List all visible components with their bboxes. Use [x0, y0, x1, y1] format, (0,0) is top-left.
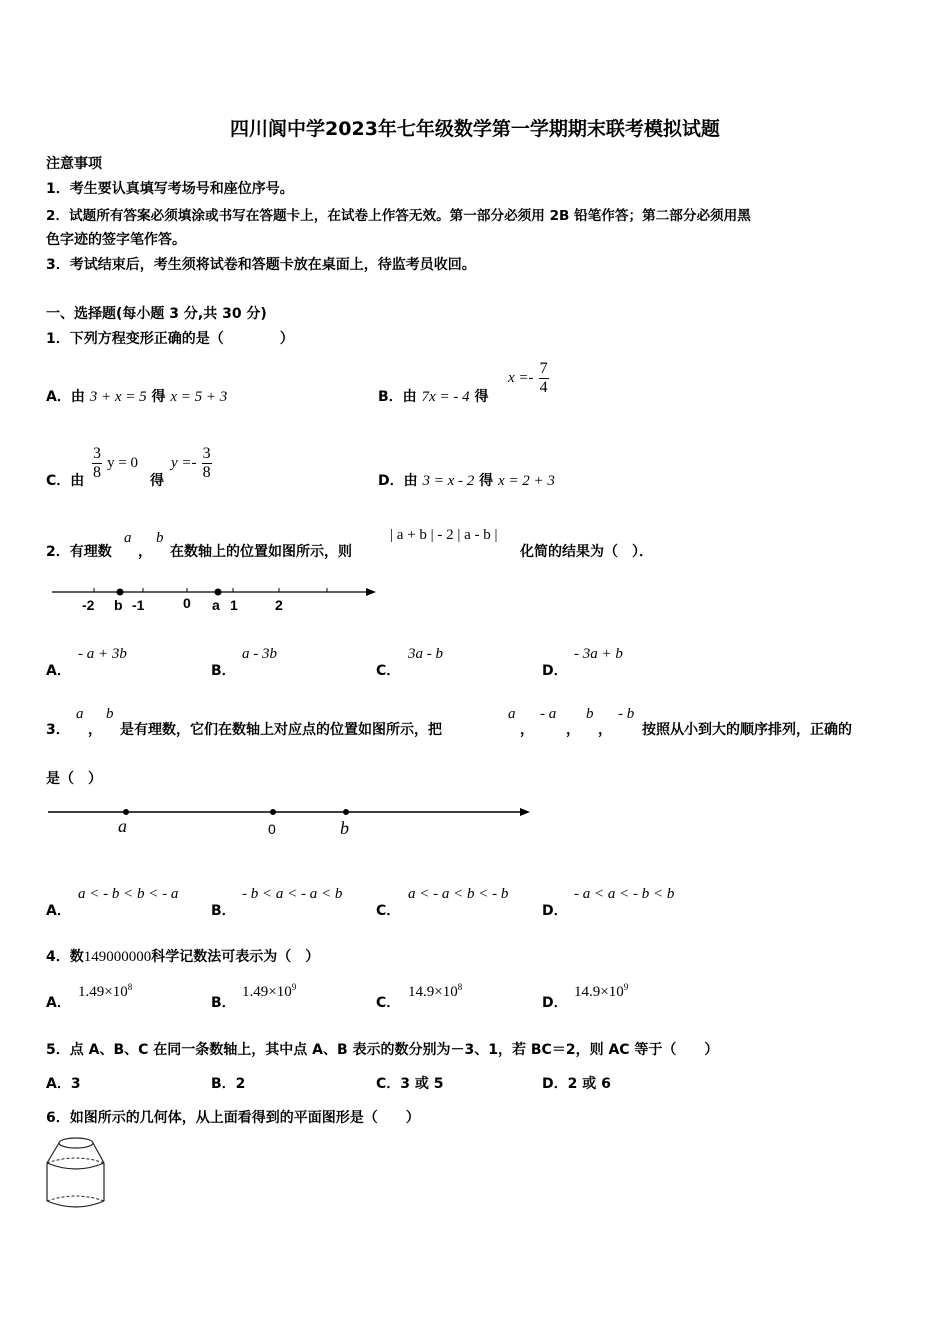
math-expression: 3 + x = 5 — [89, 389, 147, 405]
comma: ， — [598, 722, 612, 738]
question-1-stem: 1．下列方程变形正确的是（ ） — [46, 331, 294, 347]
point-label: a — [118, 816, 127, 836]
question-6-stem: 6．如图所示的几何体，从上面看得到的平面图形是（ ） — [46, 1110, 420, 1126]
middle-curve-back — [47, 1158, 104, 1163]
q1-option-a — [46, 386, 227, 406]
option-label: D．由 — [378, 473, 418, 489]
math-expression — [242, 982, 296, 1001]
option-label: C． — [376, 995, 401, 1011]
point-a — [215, 589, 222, 596]
tick-label: 1 — [230, 597, 238, 613]
option-label: A．由 — [46, 389, 85, 405]
q1-b-result — [508, 360, 549, 397]
tick-label: 0 — [183, 595, 191, 611]
option-label: B． — [211, 903, 236, 919]
exponent: 9 — [623, 982, 629, 992]
q1-option-b — [378, 386, 488, 406]
question-2-stem: 化简的结果为（ ）． — [520, 544, 653, 560]
question-3-stem: 是有理数，它们在数轴上对应点的位置如图所示，把 — [120, 722, 442, 738]
denominator: 4 — [539, 379, 548, 396]
point-a — [123, 809, 129, 815]
option-label: A． — [46, 995, 71, 1011]
option-text: 得 — [151, 389, 166, 405]
tick-label: -2 — [82, 597, 95, 613]
option-label: C． — [376, 663, 401, 679]
numerator: 7 — [539, 360, 548, 377]
var-a: a — [76, 706, 84, 722]
exponent: 8 — [127, 982, 133, 992]
math-expression: 3a - b — [408, 646, 443, 662]
point-b — [117, 589, 124, 596]
tick-label: -1 — [132, 597, 145, 613]
option-text: 得 — [479, 473, 494, 489]
math-expression: a - 3b — [242, 646, 277, 662]
notice-item: 色字迹的签字笔作答。 — [46, 232, 186, 248]
point-zero — [270, 809, 276, 815]
page-title: 四川阆中学2023年七年级数学第一学期期末联考模拟试题 — [230, 118, 720, 140]
tick-label: a — [212, 597, 220, 613]
math-expression — [78, 982, 132, 1001]
q1-option-d — [378, 470, 555, 490]
point-b — [343, 809, 349, 815]
question-5-stem: 5．点 A、B、C 在同一条数轴上，其中点 A、B 表示的数分别为－3、1，若 BC＝2，则 AC 等于（ ） — [46, 1042, 719, 1058]
q1-c-result — [171, 445, 212, 482]
arrow-head — [520, 808, 530, 816]
notice-item: 2．试题所有答案必须填涂或书写在答题卡上，在试卷上作答无效。第一部分必须用 2B 铅笔作答；第二部分必须用黑 — [46, 208, 751, 224]
comma: ， — [138, 544, 152, 560]
option-text: 得 — [150, 473, 164, 489]
comma: ， — [520, 722, 534, 738]
math-expression: x = 2 + 3 — [498, 473, 555, 489]
math-expression: - a — [540, 706, 557, 722]
math-expression: 7x = - 4 — [421, 389, 470, 405]
math-expression: x =- — [508, 370, 534, 386]
math-expression: y = 0 — [107, 455, 139, 471]
math-expression: - a < a < - b < b — [574, 886, 675, 902]
option-label: D． — [542, 995, 568, 1011]
comma: ， — [88, 722, 102, 738]
base: 14.9×10 — [408, 984, 458, 1000]
math-expression: - b < a < - a < b — [242, 886, 343, 902]
math-expression: | a + b | - 2 | a - b | — [390, 527, 498, 543]
q1-option-c — [92, 445, 138, 482]
tick-label: b — [114, 597, 123, 613]
point-label: 0 — [268, 821, 276, 837]
option-label: A． — [46, 663, 71, 679]
fraction — [539, 360, 549, 397]
stem-text: 4．数 — [46, 949, 84, 965]
math-expression: 3 = x - 2 — [422, 473, 475, 489]
math-expression: - b — [618, 706, 635, 722]
math-expression — [574, 982, 628, 1001]
question-3-stem: 按照从小到大的顺序排列，正确的 — [642, 722, 852, 738]
frustum-sides — [47, 1143, 104, 1163]
tick-label: 2 — [275, 597, 283, 613]
option-label: D． — [542, 663, 568, 679]
middle-curve-front — [47, 1163, 104, 1169]
option-label: D． — [542, 903, 568, 919]
comma: ， — [566, 722, 580, 738]
question-2-stem: 2．有理数 — [46, 544, 112, 560]
exponent: 8 — [457, 982, 463, 992]
q1-option-c-label: C．由 — [46, 473, 85, 489]
denominator: 8 — [93, 464, 101, 481]
bottom-curve-back — [47, 1196, 104, 1201]
question-3-stem: 是（ ） — [46, 771, 102, 787]
q2-number-line — [46, 578, 386, 618]
option: D．2 或 6 — [542, 1076, 611, 1092]
numerator: 3 — [93, 445, 101, 462]
geometric-solid-figure — [42, 1133, 112, 1213]
math-expression: a < - a < b < - b — [408, 886, 509, 902]
option-label: A． — [46, 903, 71, 919]
base: 1.49×10 — [242, 984, 292, 1000]
option: C．3 或 5 — [376, 1076, 444, 1092]
question-4-stem — [46, 946, 319, 966]
option: A．3 — [46, 1076, 81, 1092]
math-expression: - a + 3b — [78, 646, 127, 662]
math-expression: y =- — [171, 455, 197, 471]
notice-item: 3．考试结束后，考生须将试卷和答题卡放在桌面上，待监考员收回。 — [46, 257, 476, 273]
point-label: b — [340, 818, 349, 838]
math-expression: a — [508, 706, 516, 722]
option-label: B． — [211, 995, 236, 1011]
fraction — [92, 445, 102, 482]
base: 1.49×10 — [78, 984, 128, 1000]
option-text: 得 — [474, 389, 489, 405]
section-heading: 一、选择题(每小题 3 分,共 30 分) — [46, 306, 267, 322]
q3-number-line — [46, 800, 536, 844]
option-label: B． — [211, 663, 236, 679]
question-2-stem: 在数轴上的位置如图所示，则 — [170, 544, 352, 560]
math-expression: - 3a + b — [574, 646, 623, 662]
number-value: 149000000 — [83, 949, 152, 965]
base: 14.9×10 — [574, 984, 624, 1000]
math-expression: b — [586, 706, 594, 722]
exponent: 9 — [291, 982, 297, 992]
math-expression: x = 5 + 3 — [170, 389, 228, 405]
option-label: C． — [376, 903, 401, 919]
var-b: b — [156, 530, 164, 546]
question-3-number: 3． — [46, 722, 70, 738]
numerator: 3 — [202, 445, 211, 462]
math-expression — [408, 982, 462, 1001]
stem-text: 科学记数法可表示为（ ） — [151, 949, 320, 965]
math-expression: a < - b < b < - a — [78, 886, 179, 902]
top-ellipse — [59, 1138, 93, 1148]
option-label: B．由 — [378, 389, 417, 405]
var-b: b — [106, 706, 114, 722]
notice-heading: 注意事项 — [46, 156, 102, 172]
var-a: a — [124, 530, 132, 546]
notice-item: 1．考生要认真填写考场号和座位序号。 — [46, 181, 294, 197]
fraction — [202, 445, 212, 482]
arrow-head — [366, 588, 376, 596]
option: B．2 — [211, 1076, 246, 1092]
bottom-curve-front — [47, 1201, 104, 1207]
denominator: 8 — [202, 464, 211, 481]
